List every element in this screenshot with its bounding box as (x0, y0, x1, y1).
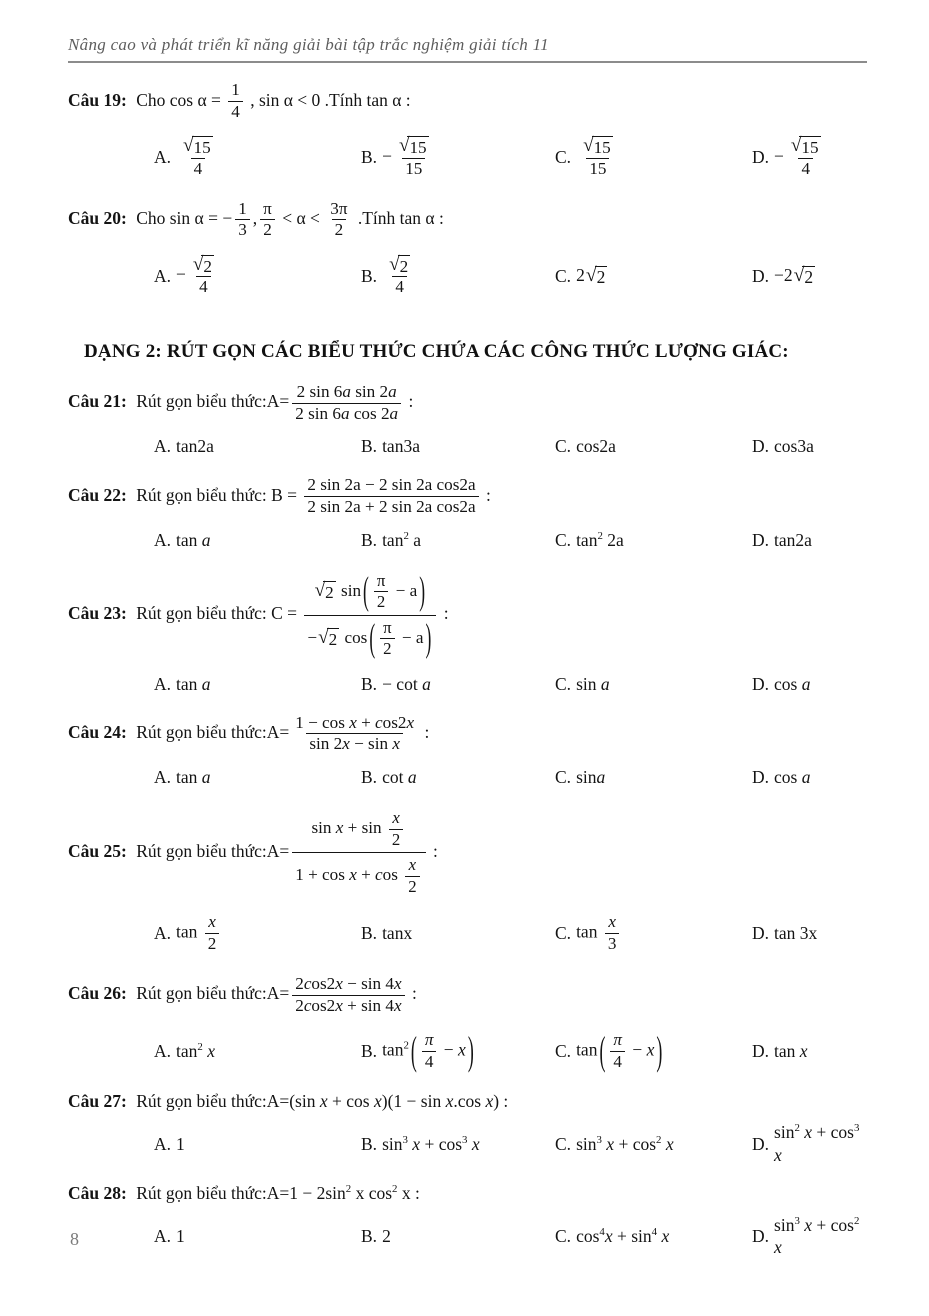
question-line (68, 711, 867, 758)
option-D (752, 529, 867, 552)
running-header-title: Nâng cao và phát triển kĩ năng giải bài tập trắc nghiệm giải tích 11 (68, 35, 549, 54)
question-stem: Cho cos α = $\frac{1}{4}$ , sin α < 0 .Tính tan α : (136, 80, 411, 122)
option-key: C. (555, 673, 572, 694)
option-C (555, 1133, 752, 1156)
option-A (154, 1225, 361, 1248)
option-C (555, 766, 752, 789)
option-formula: tan ( $\frac{\pi}{4}$ − x ) (576, 1027, 663, 1073)
option-C (555, 673, 752, 696)
option-key: D. (752, 436, 770, 457)
option-formula: $\sin^2 x + \cos^3 x$ (774, 1122, 860, 1166)
option-formula: 1 (176, 1226, 185, 1247)
option-formula: − cot a (382, 673, 431, 694)
option-A (154, 435, 361, 458)
option-key: A. (154, 436, 172, 457)
running-header (68, 34, 867, 63)
question-label: Câu 25: (68, 840, 132, 861)
option-key: D. (752, 673, 770, 694)
option-key: C. (555, 265, 572, 286)
question-line (68, 804, 867, 901)
option-key: A. (154, 673, 172, 694)
option-formula: tan 3x (774, 923, 818, 944)
question-23 (68, 567, 867, 696)
option-formula: $\cos^4x + \sin^4 x$ (576, 1226, 670, 1247)
option-key: B. (361, 436, 378, 457)
option-D (752, 766, 867, 789)
radical-sign: √ (389, 253, 400, 275)
question-stem: Rút gọn biểu thức:A= $\frac{\text{1 − cos x + cos2x}}{\text{sin 2x − sin x}}$ : (136, 712, 430, 754)
question-label: Câu 27: (68, 1090, 132, 1111)
option-formula: cos a (774, 767, 811, 788)
option-D (752, 1121, 867, 1167)
question-26 (68, 972, 867, 1075)
option-C (555, 264, 752, 288)
option-C (555, 1028, 752, 1075)
question-options (68, 910, 867, 957)
option-formula: tan a (176, 767, 211, 788)
question-19 (68, 78, 867, 181)
option-key: D. (752, 1133, 770, 1154)
option-C (555, 134, 752, 182)
question-label: Câu 26: (68, 983, 132, 1004)
option-formula: $\tan^2 2a$ (576, 530, 624, 551)
option-B (361, 673, 555, 696)
question-line (68, 567, 867, 664)
option-A (154, 766, 361, 789)
question-stem: Rút gọn biểu thức:A= sin x + sin $\frac{x}{2}$ 1 + cos x + cos $\frac{x}{2}$ : (136, 841, 438, 861)
option-A (154, 1040, 361, 1063)
option-A (154, 252, 361, 300)
radical-sign: √ (793, 265, 805, 287)
option-D (752, 1040, 867, 1063)
radical-sign: √ (183, 135, 194, 157)
question-options (68, 1121, 867, 1167)
question-line (68, 78, 867, 125)
option-formula: − √ 2 4 (176, 253, 212, 297)
option-formula: cos3a (774, 436, 814, 457)
option-A (154, 529, 361, 552)
radical-sign: √ (318, 627, 329, 649)
option-formula: $\tan^2$ ( $\frac{\pi}{4}$ − x ) (382, 1027, 474, 1073)
question-21 (68, 380, 867, 459)
question-options (68, 1214, 867, 1260)
option-C (555, 1225, 752, 1248)
question-stem: Rút gọn biểu thức: B = $\frac{\text{2 sin 2a − 2 sin 2a cos2a}}{\text{2 sin 2a + 2 sin 2a cos2a}}$ : (136, 475, 491, 517)
option-B (361, 529, 555, 552)
option-D (752, 673, 867, 696)
option-key: C. (555, 1040, 572, 1061)
option-D (752, 1214, 867, 1260)
option-key: A. (154, 923, 172, 944)
question-options (68, 766, 867, 789)
option-key: C. (555, 147, 572, 168)
option-B (361, 766, 555, 789)
question-27 (68, 1090, 867, 1167)
option-key: C. (555, 923, 572, 944)
option-key: A. (154, 1133, 172, 1154)
option-key: D. (752, 923, 770, 944)
option-D (752, 435, 867, 458)
option-D (752, 134, 867, 182)
option-formula: tan x (774, 1040, 808, 1061)
option-formula: √ 2 4 (389, 253, 409, 297)
option-formula: − √ 15 15 (382, 135, 427, 178)
option-B (361, 922, 555, 945)
question-stem: Rút gọn biểu thức:A=1 − $2\sin^2$ x $\cos^2 x$ : (136, 1182, 420, 1203)
option-formula: $\tan^2 a$ (382, 530, 422, 551)
question-options (68, 1028, 867, 1075)
question-options (68, 134, 867, 182)
option-formula: √ 15 15 (583, 135, 611, 178)
option-key: A. (154, 147, 172, 168)
question-20 (68, 197, 867, 300)
option-key: C. (555, 1226, 572, 1247)
option-key: A. (154, 1040, 172, 1061)
section-heading: DẠNG 2: RÚT GỌN CÁC BIỂU THỨC CHỨA CÁC CÔNG THỨC LƯỢNG GIÁC: (84, 340, 789, 362)
option-formula: tan3a (382, 436, 420, 457)
option-key: B. (361, 265, 378, 286)
question-label: Câu 19: (68, 89, 132, 110)
option-key: B. (361, 673, 378, 694)
option-formula: − √ 15 4 (774, 135, 819, 178)
option-formula: tan a (176, 530, 211, 551)
option-A (154, 134, 361, 182)
option-key: D. (752, 767, 770, 788)
option-formula: tan2a (774, 530, 812, 551)
option-formula: $\sin^3 x + \cos^3 x$ (382, 1133, 480, 1154)
question-line (68, 972, 867, 1019)
option-formula: sina (576, 767, 606, 788)
option-A (154, 673, 361, 696)
option-formula: tan a (176, 673, 211, 694)
option-key: C. (555, 530, 572, 551)
option-A (154, 1133, 361, 1156)
question-line (68, 1090, 867, 1113)
question-stem: Rút gọn biểu thức:A= $\frac{\text{2 sin 6a sin 2a}}{\text{2 sin 6a cos 2a}}$ : (136, 381, 414, 423)
question-28 (68, 1182, 867, 1259)
question-label: Câu 24: (68, 722, 132, 742)
question-options (68, 673, 867, 696)
question-line (68, 380, 867, 427)
question-options (68, 435, 867, 458)
question-options (68, 252, 867, 300)
radical-sign: √ (585, 265, 597, 287)
option-key: D. (752, 1040, 770, 1061)
option-formula: tan $\frac{x}{2}$ (176, 910, 222, 957)
question-stem: Rút gọn biểu thức: C = √ 2 sin ( $\frac{\pi}{2}$ − a ) − √ 2 cos ( $\frac{\pi}{2}$ − a ) : (136, 603, 448, 623)
option-key: B. (361, 1040, 378, 1061)
option-C (555, 529, 752, 552)
option-formula: 2 (382, 1226, 391, 1247)
option-formula: tanx (382, 923, 413, 944)
option-key: A. (154, 1226, 172, 1247)
option-formula: $\sin^3 x + \cos^2 x$ (576, 1133, 674, 1154)
option-formula: sin a (576, 673, 610, 694)
option-key: A. (154, 530, 172, 551)
option-key: D. (752, 1226, 770, 1247)
question-label: Câu 20: (68, 207, 132, 228)
option-formula: cos2a (576, 436, 616, 457)
option-key: B. (361, 923, 378, 944)
option-B (361, 1028, 555, 1075)
question-stem: Cho sin α = − $\frac{1}{3}$ , $\frac{\pi}{2}$ < α < $\frac{3\pi}{2}$ .Tính tan α : (136, 198, 444, 240)
option-key: D. (752, 265, 770, 286)
option-formula: $\tan^2 x$ (176, 1040, 215, 1061)
question-line (68, 473, 867, 520)
question-label: Câu 22: (68, 484, 132, 505)
option-B (361, 134, 555, 182)
question-22 (68, 473, 867, 552)
question-stem: Rút gọn biểu thức:A=(sin x + cos x)(1 − sin x.cos x) : (136, 1090, 509, 1111)
option-formula: tan2a (176, 436, 214, 457)
question-label: Câu 21: (68, 391, 132, 412)
option-formula: cot a (382, 767, 417, 788)
page-number: 8 (70, 1229, 79, 1249)
radical-sign: √ (314, 580, 326, 602)
option-formula: cos a (774, 673, 811, 694)
option-key: D. (752, 147, 770, 168)
question-line (68, 1182, 867, 1205)
option-B (361, 252, 555, 300)
option-key: B. (361, 1133, 378, 1154)
option-formula: $\sin^3 x + \cos^2 x$ (774, 1214, 860, 1258)
option-key: A. (154, 767, 172, 788)
option-key: D. (752, 530, 770, 551)
option-C (555, 435, 752, 458)
question-25 (68, 804, 867, 957)
option-B (361, 1133, 555, 1156)
option-formula: √ 15 4 (183, 135, 211, 178)
question-line (68, 197, 867, 244)
question-label: Câu 23: (68, 603, 132, 624)
option-key: C. (555, 436, 572, 457)
radical-sign: √ (583, 135, 594, 157)
option-key: C. (555, 1133, 572, 1154)
option-formula: −2 √ 2 (774, 265, 814, 288)
option-key: A. (154, 265, 172, 286)
option-D (752, 264, 867, 288)
option-formula: 2 √ 2 (576, 265, 606, 288)
option-formula: 1 (176, 1133, 185, 1154)
option-A (154, 910, 361, 957)
option-B (361, 435, 555, 458)
question-stem: Rút gọn biểu thức:A= $\frac{2\cos 2x - \sin 4x}{2\cos 2x + \sin 4x}$ : (136, 974, 417, 1015)
questions-area (68, 78, 867, 1259)
question-24 (68, 711, 867, 790)
option-D (752, 922, 867, 945)
option-C (555, 910, 752, 957)
option-key: B. (361, 767, 378, 788)
option-B (361, 1225, 555, 1248)
option-formula: tan $\frac{x}{3}$ (576, 910, 622, 957)
radical-sign: √ (398, 135, 410, 157)
option-key: B. (361, 530, 378, 551)
option-key: B. (361, 147, 378, 168)
question-options (68, 529, 867, 552)
question-label: Câu 28: (68, 1182, 132, 1203)
option-key: B. (361, 1226, 378, 1247)
radical-sign: √ (790, 135, 802, 157)
radical-sign: √ (192, 253, 204, 275)
option-key: C. (555, 767, 572, 788)
